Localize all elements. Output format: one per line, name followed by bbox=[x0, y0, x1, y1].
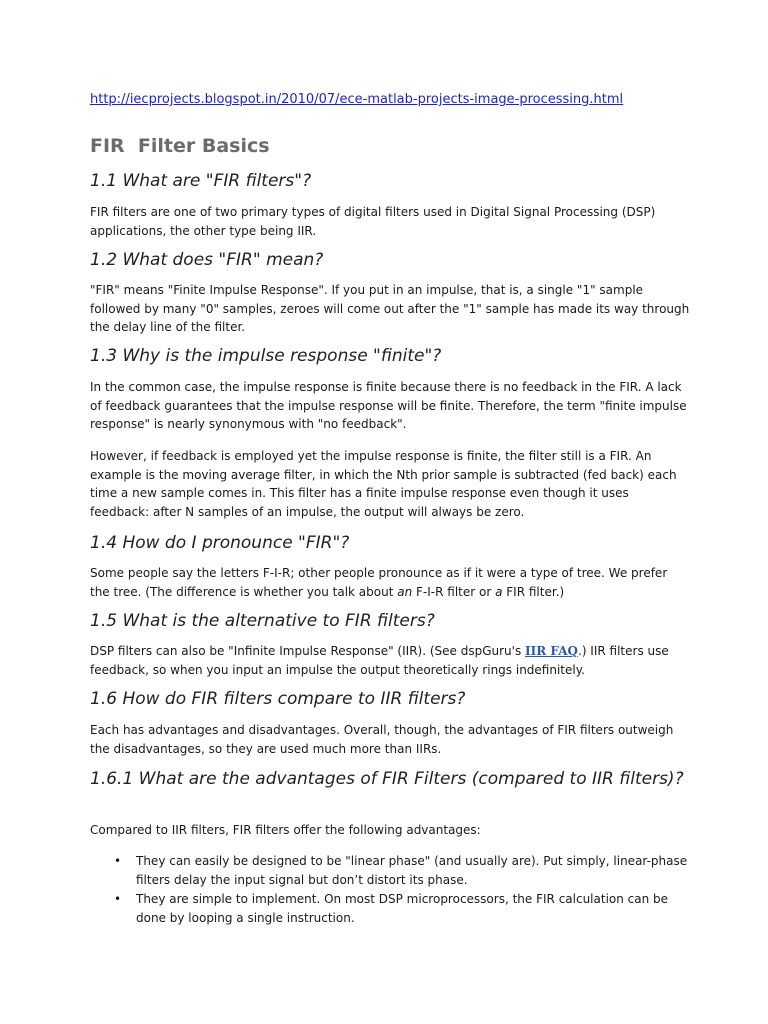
paragraph-1-5 bbox=[90, 642, 690, 679]
bullet-glyph: • bbox=[114, 854, 122, 868]
paragraph-1-1: FIR filters are one of two primary types of digital filters used in Digital Signal Processing (DSP) applications, the other type being IIR. bbox=[90, 205, 656, 238]
page-title: FIR Filter Basics bbox=[90, 135, 270, 157]
list-item bbox=[90, 890, 690, 928]
bullet-glyph: • bbox=[114, 892, 122, 906]
heading-1-1: 1.1 What are "FIR filters"? bbox=[90, 171, 312, 191]
heading-1-2: 1.2 What does "FIR" mean? bbox=[90, 250, 324, 270]
paragraph-1-4-text-start: Some people say the letters F-I-R; other people pronounce as if it were a type of tree. We prefer the tree. (The difference is whether you talk about bbox=[90, 566, 668, 599]
paragraph-1-4 bbox=[90, 564, 690, 601]
paragraph-1-6-1-intro: Compared to IIR filters, FIR filters offer the following advantages: bbox=[90, 823, 481, 837]
heading-1-4: 1.4 How do I pronounce "FIR"? bbox=[90, 533, 350, 553]
iir-faq-link[interactable]: IIR FAQ bbox=[525, 644, 578, 658]
list-item-text: They are simple to implement. On most DSP microprocessors, the FIR calculation can be done by looping a single instruction. bbox=[136, 892, 669, 925]
source-url-link[interactable]: http://iecprojects.blogspot.in/2010/07/ece-matlab-projects-image-processing.html bbox=[90, 92, 624, 107]
list-item bbox=[90, 852, 690, 890]
heading-1-5: 1.5 What is the alternative to FIR filters? bbox=[90, 611, 435, 631]
paragraph-1-5-text-end: .) IIR filters use feedback, so when you input an impulse the output theoretically rings indefinitely. bbox=[90, 644, 669, 677]
heading-1-3: 1.3 Why is the impulse response "finite"? bbox=[90, 346, 442, 366]
advantages-list bbox=[90, 852, 690, 928]
heading-1-6: 1.6 How do FIR filters compare to IIR filters? bbox=[90, 689, 466, 709]
paragraph-1-4-text-end: FIR filter.) bbox=[502, 584, 565, 599]
paragraph-1-3b: However, if feedback is employed yet the impulse response is finite, the filter still is a FIR. An example is the moving average filter, in which the Nth prior sample is subtracted (fed back) each time a new sample comes in. This filter has a finite impulse response even though it uses feedback: after N samples of an impulse, the output will always be zero. bbox=[90, 449, 677, 519]
paragraph-1-5-text-start: DSP filters can also be "Infinite Impulse Response" (IIR). (See dspGuru's bbox=[90, 644, 526, 658]
heading-1-6-1: 1.6.1 What are the advantages of FIR Filters (compared to IIR filters)? bbox=[90, 769, 684, 789]
list-item-text: They can easily be designed to be "linear phase" (and usually are). Put simply, linear-phase filters delay the input signal but don’t distort its phase. bbox=[136, 854, 688, 887]
paragraph-1-6: Each has advantages and disadvantages. Overall, though, the advantages of FIR filters outweigh the disadvantages, so they are used much more than IIRs. bbox=[90, 723, 674, 756]
paragraph-1-4-text-mid: F-I-R filter or bbox=[412, 584, 496, 599]
paragraph-1-4-em-an: an bbox=[397, 584, 413, 599]
paragraph-1-2: "FIR" means "Finite Impulse Response". If you put in an impulse, that is, a single "1" sample followed by many "0" samples, zeroes will come out after the "1" sample has made its way through the delay line of the filter. bbox=[90, 283, 690, 334]
paragraph-1-4-em-a: a bbox=[495, 584, 503, 599]
paragraph-1-3a: In the common case, the impulse response is finite because there is no feedback in the FIR. A lack of feedback guarantees that the impulse response will be finite. Therefore, the term "finite impulse response" is nearly synonymous with "no feedback". bbox=[90, 380, 687, 431]
